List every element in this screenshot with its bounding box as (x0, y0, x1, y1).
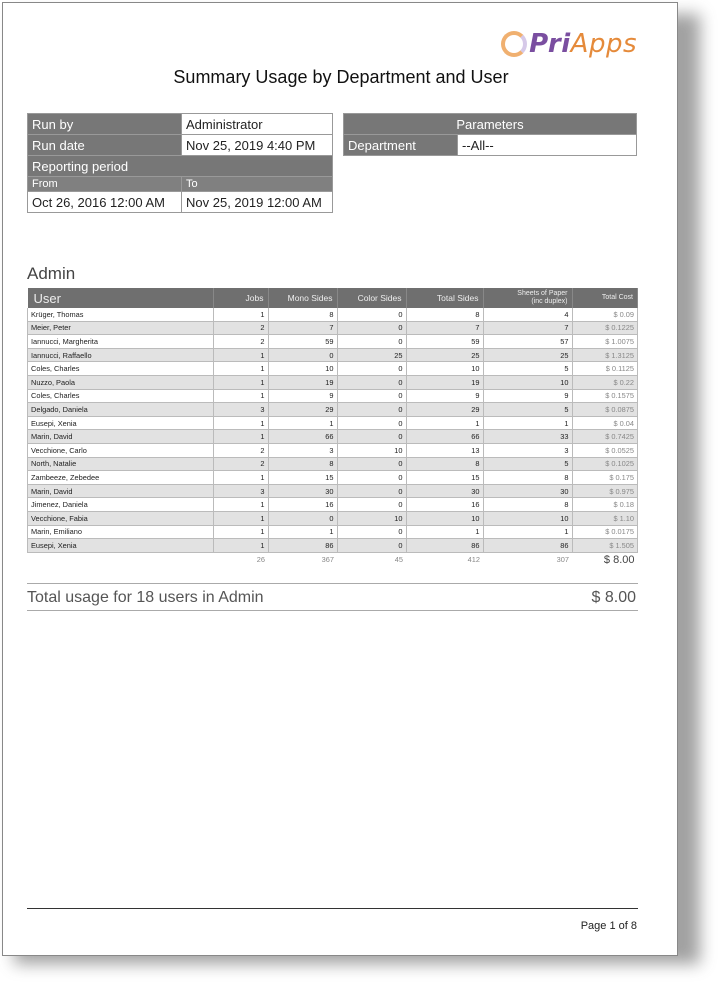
usage-body (28, 308, 638, 567)
table-row (28, 375, 638, 389)
cell-sheets: 1 (483, 525, 572, 539)
cell-mono: 0 (268, 348, 337, 362)
report-title: Summary Usage by Department and User (173, 67, 509, 87)
cell-sheets: 10 (483, 375, 572, 389)
cell-mono: 86 (268, 539, 337, 553)
cell-cost: $ 0.18 (572, 498, 638, 512)
cell-user: Meier, Peter (28, 321, 214, 335)
cell-mono: 0 (268, 511, 337, 525)
section-title: Admin (27, 264, 76, 283)
cell-color: 0 (337, 498, 406, 512)
cell-user: Marin, David (28, 430, 214, 444)
cell-sheets: 86 (483, 539, 572, 553)
total-jobs: 26 (213, 552, 268, 567)
cell-sheets: 9 (483, 389, 572, 403)
cell-jobs: 1 (213, 511, 268, 525)
cell-user: Zambeeze, Zebedee (28, 471, 214, 485)
cell-user: Iannucci, Margherita (28, 335, 214, 349)
cell-jobs: 1 (213, 539, 268, 553)
table-row (28, 321, 638, 335)
cell-cost: $ 0.0875 (572, 403, 638, 417)
table-row (28, 484, 638, 498)
cell-color: 0 (337, 375, 406, 389)
cell-total: 13 (406, 443, 483, 457)
footer-rule (27, 908, 638, 909)
summary-value: $ 8.00 (591, 589, 636, 606)
cell-cost: $ 0.0525 (572, 443, 638, 457)
cell-cost: $ 0.975 (572, 484, 638, 498)
cell-total: 15 (406, 471, 483, 485)
cell-cost: $ 0.1125 (572, 362, 638, 376)
cell-user: Eusepi, Xenia (28, 416, 214, 430)
totals-blank (28, 552, 214, 567)
department-label: Department (344, 135, 458, 156)
cell-mono: 30 (268, 484, 337, 498)
run-date-label: Run date (28, 135, 182, 156)
cell-jobs: 3 (213, 484, 268, 498)
usage-table (27, 288, 638, 567)
table-row (28, 525, 638, 539)
cell-color: 0 (337, 403, 406, 417)
cell-cost: $ 1.10 (572, 511, 638, 525)
cell-user: Vecchione, Fabia (28, 511, 214, 525)
cell-user: Krüger, Thomas (28, 308, 214, 321)
table-row (28, 389, 638, 403)
cell-user: North, Natalie (28, 457, 214, 471)
cell-total: 8 (406, 457, 483, 471)
cell-color: 10 (337, 511, 406, 525)
cell-sheets: 3 (483, 443, 572, 457)
cell-sheets: 57 (483, 335, 572, 349)
from-value: Oct 26, 2016 12:00 AM (28, 192, 182, 213)
total-total: 412 (406, 552, 483, 567)
cell-mono: 10 (268, 362, 337, 376)
cell-cost: $ 0.0175 (572, 525, 638, 539)
table-row (28, 416, 638, 430)
cell-cost: $ 0.7425 (572, 430, 638, 444)
cell-color: 0 (337, 389, 406, 403)
cell-mono: 19 (268, 375, 337, 389)
cell-total: 10 (406, 362, 483, 376)
cell-cost: $ 0.04 (572, 416, 638, 430)
cell-sheets: 33 (483, 430, 572, 444)
cell-mono: 1 (268, 416, 337, 430)
col-sheets (483, 288, 572, 308)
cell-mono: 9 (268, 389, 337, 403)
cell-mono: 3 (268, 443, 337, 457)
total-cost: $ 8.00 (572, 552, 638, 567)
total-color: 45 (337, 552, 406, 567)
col-cost: Total Cost (572, 288, 638, 308)
cell-color: 0 (337, 321, 406, 335)
cell-jobs: 1 (213, 389, 268, 403)
cell-sheets: 10 (483, 511, 572, 525)
cell-total: 19 (406, 375, 483, 389)
col-color: Color Sides (337, 288, 406, 308)
cell-color: 0 (337, 430, 406, 444)
cell-user: Iannucci, Raffaello (28, 348, 214, 362)
cell-jobs: 2 (213, 443, 268, 457)
cell-sheets: 4 (483, 308, 572, 321)
cell-jobs: 2 (213, 457, 268, 471)
cell-cost: $ 0.09 (572, 308, 638, 321)
cell-total: 9 (406, 389, 483, 403)
cell-sheets: 25 (483, 348, 572, 362)
cell-jobs: 1 (213, 525, 268, 539)
cell-user: Coles, Charles (28, 389, 214, 403)
parameters-header: Parameters (344, 114, 637, 135)
cell-user: Marin, David (28, 484, 214, 498)
cell-color: 0 (337, 471, 406, 485)
summary-line (27, 583, 638, 611)
summary-label: Total usage for 18 users in Admin (27, 589, 264, 606)
cell-color: 10 (337, 443, 406, 457)
logo-apps: Apps (570, 29, 637, 59)
cell-jobs: 1 (213, 416, 268, 430)
cell-cost: $ 0.22 (572, 375, 638, 389)
cell-jobs: 3 (213, 403, 268, 417)
cell-cost: $ 1.505 (572, 539, 638, 553)
cell-sheets: 5 (483, 403, 572, 417)
cell-color: 0 (337, 416, 406, 430)
table-row (28, 403, 638, 417)
cell-mono: 8 (268, 308, 337, 321)
table-row (28, 308, 638, 321)
total-mono: 367 (268, 552, 337, 567)
col-total: Total Sides (406, 288, 483, 308)
cell-user: Nuzzo, Paola (28, 375, 214, 389)
cell-mono: 8 (268, 457, 337, 471)
table-row (28, 457, 638, 471)
cell-jobs: 1 (213, 430, 268, 444)
logo-pri: Pri (529, 29, 571, 59)
cell-color: 0 (337, 362, 406, 376)
cell-sheets: 30 (483, 484, 572, 498)
cell-total: 16 (406, 498, 483, 512)
total-sheets: 307 (483, 552, 572, 567)
cell-jobs: 1 (213, 375, 268, 389)
table-row (28, 539, 638, 553)
cell-total: 10 (406, 511, 483, 525)
cell-jobs: 1 (213, 348, 268, 362)
cell-jobs: 1 (213, 308, 268, 321)
cell-mono: 1 (268, 525, 337, 539)
cell-jobs: 1 (213, 471, 268, 485)
parameters-table (343, 113, 637, 156)
cell-sheets: 8 (483, 498, 572, 512)
priapps-logo (501, 27, 637, 61)
cell-user: Eusepi, Xenia (28, 539, 214, 553)
to-label: To (182, 177, 333, 192)
cell-jobs: 1 (213, 498, 268, 512)
col-user: User (28, 288, 214, 308)
cell-color: 0 (337, 335, 406, 349)
cell-sheets: 1 (483, 416, 572, 430)
run-by-value: Administrator (182, 114, 333, 135)
totals-row (28, 552, 638, 567)
cell-total: 1 (406, 416, 483, 430)
cell-color: 0 (337, 525, 406, 539)
cell-jobs: 1 (213, 362, 268, 376)
to-value: Nov 25, 2019 12:00 AM (182, 192, 333, 213)
table-row (28, 511, 638, 525)
cell-color: 25 (337, 348, 406, 362)
cell-mono: 16 (268, 498, 337, 512)
cell-color: 0 (337, 484, 406, 498)
cell-color: 0 (337, 308, 406, 321)
cell-cost: $ 0.1225 (572, 321, 638, 335)
table-row (28, 471, 638, 485)
cell-sheets: 5 (483, 362, 572, 376)
department-value: --All-- (458, 135, 637, 156)
table-row (28, 348, 638, 362)
cell-color: 0 (337, 539, 406, 553)
cell-total: 29 (406, 403, 483, 417)
cell-total: 8 (406, 308, 483, 321)
cell-user: Marin, Emiliano (28, 525, 214, 539)
page-number: Page 1 of 8 (580, 920, 637, 932)
cell-mono: 15 (268, 471, 337, 485)
cell-sheets: 5 (483, 457, 572, 471)
cell-cost: $ 1.3125 (572, 348, 638, 362)
cell-user: Coles, Charles (28, 362, 214, 376)
cell-mono: 66 (268, 430, 337, 444)
cell-mono: 7 (268, 321, 337, 335)
cell-sheets: 7 (483, 321, 572, 335)
cell-mono: 59 (268, 335, 337, 349)
cell-cost: $ 0.1575 (572, 389, 638, 403)
cell-jobs: 2 (213, 321, 268, 335)
col-jobs: Jobs (213, 288, 268, 308)
cell-user: Jimenez, Daniela (28, 498, 214, 512)
cell-color: 0 (337, 457, 406, 471)
cell-total: 86 (406, 539, 483, 553)
cell-cost: $ 0.175 (572, 471, 638, 485)
cell-user: Delgado, Daniela (28, 403, 214, 417)
reporting-period-label: Reporting period (28, 156, 333, 177)
cell-total: 7 (406, 321, 483, 335)
cell-total: 59 (406, 335, 483, 349)
col-mono: Mono Sides (268, 288, 337, 308)
table-row (28, 443, 638, 457)
from-label: From (28, 177, 182, 192)
cell-user: Vecchione, Carlo (28, 443, 214, 457)
cell-total: 1 (406, 525, 483, 539)
cell-total: 30 (406, 484, 483, 498)
report-page (2, 2, 678, 956)
cell-total: 25 (406, 348, 483, 362)
table-row (28, 362, 638, 376)
cell-cost: $ 0.1025 (572, 457, 638, 471)
col-sheets-line2: (inc duplex) (531, 298, 568, 305)
cell-sheets: 8 (483, 471, 572, 485)
cell-cost: $ 1.0075 (572, 335, 638, 349)
logo-ring-icon (501, 31, 527, 57)
run-date-value: Nov 25, 2019 4:40 PM (182, 135, 333, 156)
table-row (28, 498, 638, 512)
col-sheets-line1: Sheets of Paper (517, 290, 568, 297)
table-row (28, 335, 638, 349)
cell-mono: 29 (268, 403, 337, 417)
cell-jobs: 2 (213, 335, 268, 349)
cell-total: 66 (406, 430, 483, 444)
run-by-label: Run by (28, 114, 182, 135)
run-info-table (27, 113, 333, 213)
table-row (28, 430, 638, 444)
